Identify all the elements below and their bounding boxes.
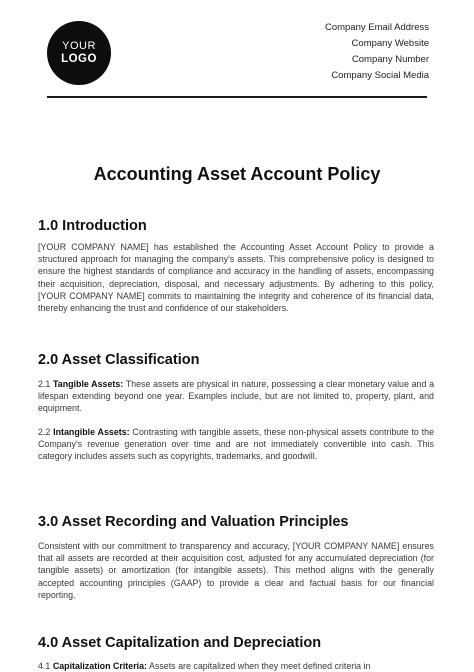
header-divider: [47, 96, 427, 98]
item-text: Contrasting with tangible assets, these non-physical assets contribute to the Company's revenue generation over time and are not immediately convertible into cash. This category includes assets such as copyrights, trademarks, and goodwill.: [38, 426, 435, 462]
section-introduction: [38, 218, 434, 314]
section-paragraph: [YOUR COMPANY NAME] has established the Accounting Asset Account Policy to provide a structured approach for managing the company's assets. This comprehensive policy is designed to ensure the highest standards of compliance and accuracy in the handling of assets, encompassing their acquisition, depreciation, disposal, and necessary adjustments. By adhering to this policy, [YOUR COMPANY NAME] commits to maintaining the integrity and coherence of its financial data, thereby enhancing the trust and confidence of our stakeholders.: [38, 242, 434, 314]
item-text: Assets are capitalized when they meet defined criteria in: [147, 661, 371, 671]
company-social: Company Social Media: [331, 70, 429, 81]
item-number: 4.1: [38, 661, 53, 671]
company-contact-block: [325, 20, 429, 84]
section-heading: 2.0 Asset Classification: [38, 352, 200, 368]
list-item: [38, 660, 434, 672]
logo-text-line2: LOGO: [61, 52, 97, 65]
list-item: [38, 378, 434, 415]
section-asset-classification: [38, 352, 434, 462]
item-term: Capitalization Criteria:: [52, 661, 148, 671]
item-text: These assets are physical in nature, possessing a clear monetary value and a lifespan extending beyond one year. Examples include, but are not limited to, property, plant, and equipment.: [38, 379, 435, 414]
document-title: Accounting Asset Account Policy: [93, 164, 381, 184]
section-asset-recording: [38, 514, 434, 601]
section-asset-capitalization: [38, 635, 434, 672]
section-heading: 1.0 Introduction: [38, 218, 147, 234]
item-number: 2.1: [38, 379, 54, 389]
item-number: 2.2: [38, 426, 54, 437]
company-website: Company Website: [351, 38, 429, 49]
item-term: Intangible Assets:: [53, 426, 130, 437]
company-logo: [47, 21, 111, 85]
company-email: Company Email Address: [324, 22, 429, 33]
section-heading: 4.0 Asset Capitalization and Depreciation: [38, 635, 322, 651]
logo-text-line1: YOUR: [62, 40, 96, 53]
section-paragraph: Consistent with our commitment to transparency and accuracy, [YOUR COMPANY NAME] ensures that all assets are recorded at their acquisition cost, adjusted for any accumulated depreciation (for tangible assets) or amortization (for intangible assets). This method aligns with the generally accepted accounting principles (GAAP) to provide a clear and factual basis for our financial reporting.: [38, 541, 434, 600]
company-number: Company Number: [351, 54, 429, 65]
item-term: Tangible Assets:: [53, 379, 124, 389]
section-heading: 3.0 Asset Recording and Valuation Principles: [38, 514, 349, 530]
list-item: [38, 426, 434, 463]
